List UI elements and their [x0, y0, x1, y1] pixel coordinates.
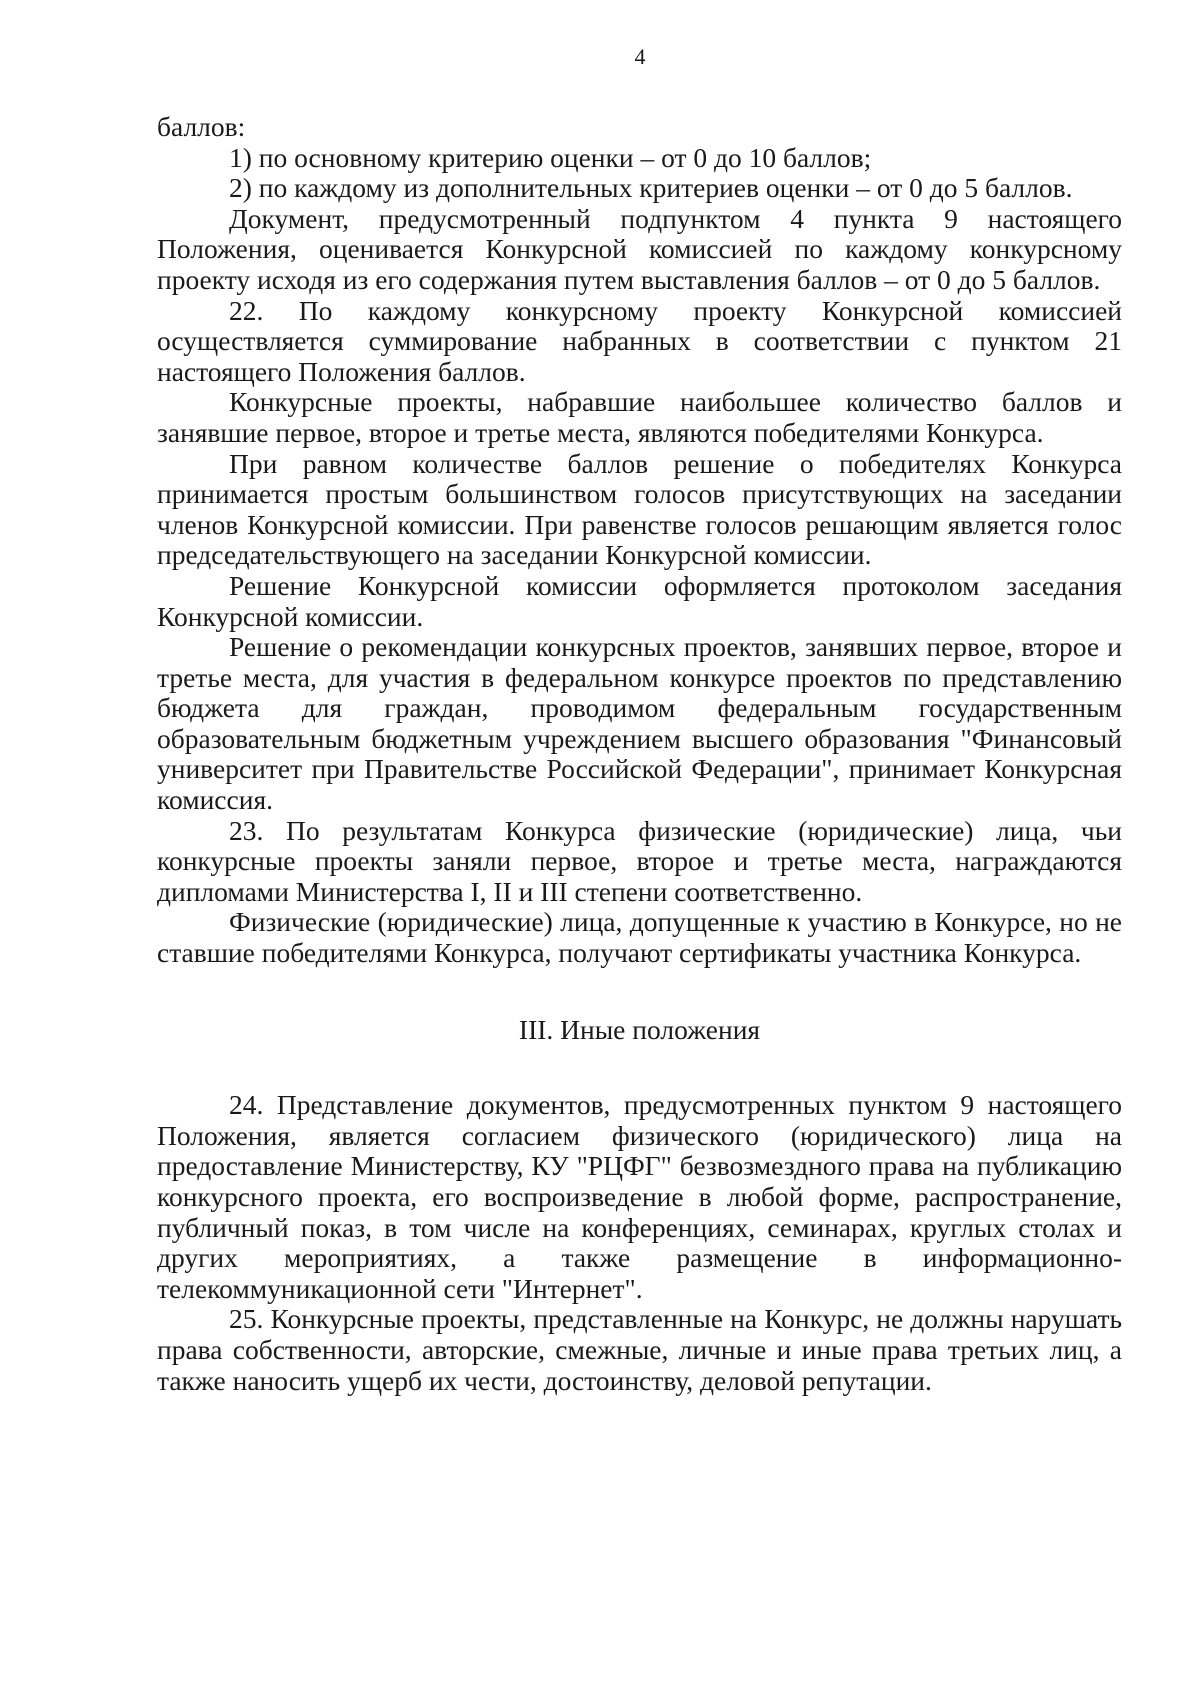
paragraph-item-24: 24. Представление документов, предусмотренных пунктом 9 настоящего Положения, является согласием физического (юридического) лица на предоставление Министерству, КУ "РЦФГ" безвозмездного права на публикацию конкурсного проекта, его воспроизведение в любой форме, распространение, публичный показ, в том числе на конференциях, семинарах, круглых столах и других мероприятиях, а также размещение в информационно-телекоммуникационной сети "Интернет".: [157, 1089, 1122, 1304]
page-number: 4: [634, 44, 646, 69]
section-title: III. Иные положения: [518, 1013, 761, 1045]
paragraph-winners: Конкурсные проекты, набравшие наибольшее количество баллов и занявшие первое, второе и третье места, являются победителями Конкурса.: [157, 386, 1122, 448]
paragraph-document-evaluation: Документ, предусмотренный подпунктом 4 пункта 9 настоящего Положения, оценивается Конкурсной комиссией по каждому конкурсному проекту исходя из его содержания путем выставления баллов – от 0 до 5 баллов.: [157, 202, 1122, 295]
paragraph-item-22: 22. По каждому конкурсному проекту Конкурсной комиссией осуществляется суммирование набранных в соответствии с пунктом 21 настоящего Положения баллов.: [157, 294, 1122, 387]
paragraph-scores-intro: баллов:: [157, 111, 246, 142]
document-body: [157, 112, 1122, 1396]
paragraph-item-23: 23. По результатам Конкурса физические (юридические) лица, чьи конкурсные проекты заняли первое, второе и третье места, награждаются дипломами Министерства I, II и III степени соответственно.: [157, 814, 1122, 907]
paragraph-main-criterion: 1) по основному критерию оценки – от 0 до 10 баллов;: [229, 141, 872, 173]
paragraph-equal-scores: При равном количестве баллов решение о победителях Конкурса принимается простым большинством голосов присутствующих на заседании членов Конкурсной комиссии. При равенстве голосов решающим является голос председательствующего на заседании Конкурсной комиссии.: [157, 447, 1122, 571]
paragraph-federal-recommendation: Решение о рекомендации конкурсных проектов, занявших первое, второе и третье места, для участия в федеральном конкурсе проектов по представлению бюджета для граждан, проводимом федеральным государственным образовательным бюджетным учреждением высшего образования "Финансовый университет при Правительстве Российской Федерации", принимает Конкурсная комиссия.: [157, 631, 1122, 816]
paragraph-protocol: Решение Конкурсной комиссии оформляется протоколом заседания Конкурсной комиссии.: [157, 569, 1122, 632]
paragraph-additional-criteria: 2) по каждому из дополнительных критериев оценки – от 0 до 5 баллов.: [229, 172, 1073, 204]
paragraph-item-25: 25. Конкурсные проекты, представленные на Конкурс, не должны нарушать права собственности, авторские, смежные, личные и иные права третьих лиц, а также наносить ущерб их чести, достоинству, деловой репутации.: [157, 1303, 1122, 1396]
paragraph-participant-certificates: Физические (юридические) лица, допущенные к участию в Конкурсе, но не ставшие победителями Конкурса, получают сертификаты участника Конкурса.: [157, 906, 1122, 969]
